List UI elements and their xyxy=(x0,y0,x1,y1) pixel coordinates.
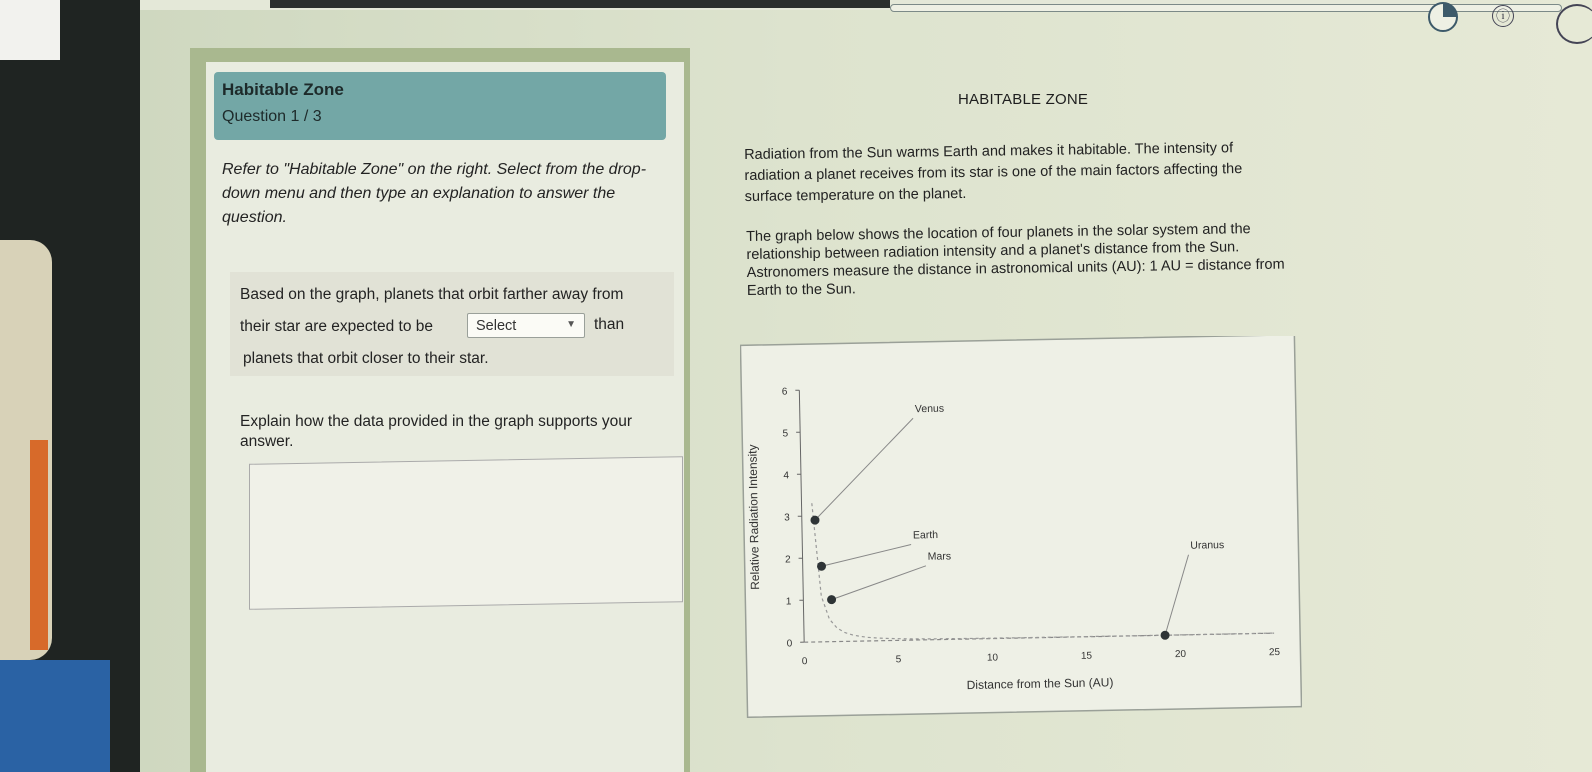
radiation-graph xyxy=(740,336,1302,718)
y-axis-label: Relative Radiation Intensity xyxy=(745,444,763,590)
x-tick-label: 5 xyxy=(895,654,902,666)
timer-icon[interactable] xyxy=(1428,2,1458,32)
dropdown-value: Select xyxy=(476,318,517,334)
explain-prompt: Explain how the data provided in the graph supports your answer. xyxy=(240,413,633,450)
point-label: Earth xyxy=(912,528,939,542)
top-toolbar xyxy=(140,0,1430,10)
point-label: Mars xyxy=(927,550,952,563)
x-tick-label: 0 xyxy=(801,656,808,668)
x-axis-label: Distance from the Sun (AU) xyxy=(966,675,1114,693)
explanation-textarea[interactable] xyxy=(249,456,683,610)
passage-heading: HABITABLE ZONE xyxy=(958,91,1089,108)
instructions-text: Refer to "Habitable Zone" on the right. Select from the drop-down menu and then type an explanation to answer the question. xyxy=(222,161,647,226)
partial-icon[interactable] xyxy=(1556,4,1592,44)
question-line-3: planets that orbit closer to their star. xyxy=(243,350,489,367)
y-tick-label: 0 xyxy=(786,638,793,650)
question-line-1: Based on the graph, planets that orbit farther away from xyxy=(240,286,624,303)
chevron-down-icon: ▼ xyxy=(566,319,576,330)
passage-paragraph-2: The graph below shows the location of four planets in the solar system and the relationship between radiation intensity and a planet's distance from the Sun. Astronomers measure the distance in astronomical units (AU): 1 AU = distance from Earth to the Sun. xyxy=(746,221,1285,299)
x-tick-label: 10 xyxy=(986,652,999,664)
x-tick-label: 15 xyxy=(1080,650,1093,662)
question-line-2-suffix: than xyxy=(594,316,625,333)
y-tick-label: 3 xyxy=(784,512,790,524)
question-line-2-prefix: their star are expected to be xyxy=(240,318,434,335)
y-tick-label: 2 xyxy=(784,554,791,566)
y-tick-label: 1 xyxy=(785,596,792,608)
question-counter: Question 1 / 3 xyxy=(222,108,322,125)
x-tick-label: 25 xyxy=(1268,647,1281,659)
point-label: Uranus xyxy=(1190,539,1225,552)
x-tick-label: 20 xyxy=(1174,648,1187,661)
toolbar-dark-strip xyxy=(270,0,890,8)
blue-object xyxy=(0,660,110,772)
background-glare xyxy=(0,0,60,60)
orange-rod xyxy=(30,440,48,650)
y-tick-label: 6 xyxy=(781,386,788,398)
progress-bar xyxy=(890,4,1562,12)
page-title: Habitable Zone xyxy=(222,80,344,99)
y-tick-label: 5 xyxy=(782,428,789,440)
info-icon[interactable]: ⓘ xyxy=(1492,5,1514,27)
passage-paragraph-1: Radiation from the Sun warms Earth and makes it habitable. The intensity of radiation a planet receives from its star is one of the main factors affecting the surface temperature on the planet. xyxy=(744,140,1243,205)
graph-frame xyxy=(740,336,1301,717)
y-tick-label: 4 xyxy=(783,470,790,482)
point-label: Venus xyxy=(914,402,945,416)
answer-dropdown[interactable] xyxy=(467,313,585,338)
